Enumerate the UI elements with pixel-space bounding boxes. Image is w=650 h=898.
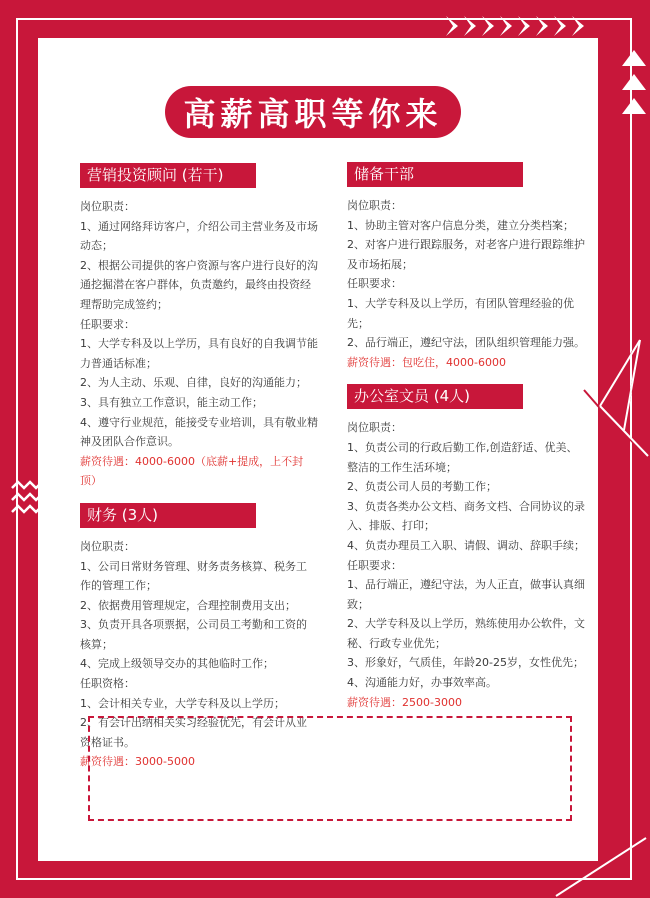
- text-line: 核算；: [80, 637, 113, 651]
- triangle-decoration: [620, 48, 648, 118]
- text-line: 力普通话标准；: [80, 356, 157, 370]
- salary-line: 薪资待遇：2500-3000: [347, 695, 462, 709]
- section-title: 办公室文员 (4人): [347, 384, 523, 409]
- chevron-arrows-decoration: [446, 14, 596, 38]
- text-line: 2、有会计出纳相关实习经验优先，有会计从业: [80, 716, 307, 730]
- right-column: [347, 162, 617, 712]
- text-line: 岗位职责：: [80, 539, 135, 553]
- text-line: 任职要求：: [80, 317, 135, 331]
- salary-line: 薪资待遇：包吃住，4000-6000: [347, 355, 506, 369]
- section-reserve: [347, 162, 617, 372]
- text-line: 1、品行端正，遵纪守法，为人正直，做事认真细: [347, 578, 585, 592]
- text-line: 2、对客户进行跟踪服务，对老客户进行跟踪维护: [347, 238, 585, 252]
- text-line: 整洁的工作生活环境；: [347, 460, 457, 474]
- section-marketing: [80, 163, 350, 491]
- salary-line: 薪资待遇：4000-6000（底薪+提成，上不封: [80, 454, 304, 468]
- text-line: 4、遵守行业规范，能接受专业培训，具有敬业精: [80, 415, 318, 429]
- text-line: 岗位职责：: [347, 199, 402, 212]
- dashed-placeholder-box: [88, 716, 572, 821]
- text-line: 岗位职责：: [80, 200, 135, 213]
- text-line: 先；: [347, 316, 369, 330]
- text-line: 致；: [347, 597, 369, 611]
- text-line: 秘、行政专业优先；: [347, 636, 446, 650]
- text-line: 1、大学专科及以上学历，有团队管理经验的优: [347, 296, 574, 310]
- text-line: 2、根据公司提供的客户资源与客户进行良好的沟: [80, 258, 318, 272]
- salary-line: 顶）: [80, 474, 102, 488]
- text-line: 资格证书。: [80, 735, 135, 749]
- corner-line-decoration: [556, 832, 650, 898]
- text-line: 2、为人主动、乐观、自律，良好的沟通能力；: [80, 376, 307, 390]
- section-title: 财务 (3人): [80, 503, 256, 528]
- text-line: 任职要求：: [347, 277, 402, 291]
- text-line: 4、沟通能力好，办事效率高。: [347, 676, 497, 690]
- page-title: 高薪高职等你来: [165, 86, 461, 138]
- section-body: [347, 418, 597, 712]
- text-line: 通挖掘潜在客户群体，负责邀约，最终由投资经: [80, 278, 311, 292]
- section-office: [347, 384, 617, 712]
- text-line: 任职要求：: [347, 558, 402, 572]
- salary-line: 薪资待遇：3000-5000: [80, 755, 195, 769]
- text-line: 作的管理工作；: [80, 579, 157, 593]
- text-line: 1、公司日常财务管理、财务责务核算、税务工: [80, 559, 307, 573]
- section-title: 营销投资顾问 (若干): [80, 163, 256, 188]
- section-body: [80, 197, 352, 491]
- section-title: 储备干部: [347, 162, 523, 187]
- text-line: 2、依据费用管理规定，合理控制费用支出；: [80, 598, 296, 612]
- text-line: 2、负责公司人员的考勤工作；: [347, 480, 497, 494]
- text-line: 3、形象好，气质佳，年龄20-25岁，女性优先；: [347, 656, 584, 670]
- text-line: 入、排版、打印；: [347, 519, 435, 533]
- text-line: 1、负责公司的行政后勤工作,创造舒适、优美、: [347, 440, 578, 454]
- text-line: 4、负责办理员工入职、请假、调动、辞职手续；: [347, 538, 585, 552]
- text-line: 3、负责开具各项票据，公司员工考勤和工资的: [80, 618, 307, 632]
- text-line: 任职资格：: [80, 677, 135, 691]
- text-line: 岗位职责：: [347, 421, 402, 435]
- text-line: 3、负责各类办公文档、商务文档、合同协议的录: [347, 499, 585, 513]
- text-line: 1、会计相关专业，大学专科及以上学历；: [80, 696, 285, 710]
- text-line: 1、通过网络拜访客户，介绍公司主营业务及市场: [80, 219, 318, 233]
- section-body: [347, 196, 597, 372]
- text-line: 理帮助完成签约；: [80, 297, 168, 311]
- text-line: 3、具有独立工作意识，能主动工作；: [80, 395, 263, 409]
- text-line: 1、协助主管对客户信息分类，建立分类档案；: [347, 218, 574, 232]
- left-column: [80, 163, 350, 772]
- text-line: 动态；: [80, 239, 113, 253]
- text-line: 1、大学专科及以上学历，具有良好的自我调节能: [80, 337, 318, 351]
- text-line: 及市场拓展；: [347, 257, 413, 271]
- text-line: 2、品行端正，遵纪守法，团队组织管理能力强。: [347, 336, 585, 350]
- text-line: 4、完成上级领导交办的其他临时工作；: [80, 657, 274, 671]
- text-line: 神及团队合作意识。: [80, 435, 179, 449]
- text-line: 2、大学专科及以上学历，熟练使用办公软件，文: [347, 617, 585, 631]
